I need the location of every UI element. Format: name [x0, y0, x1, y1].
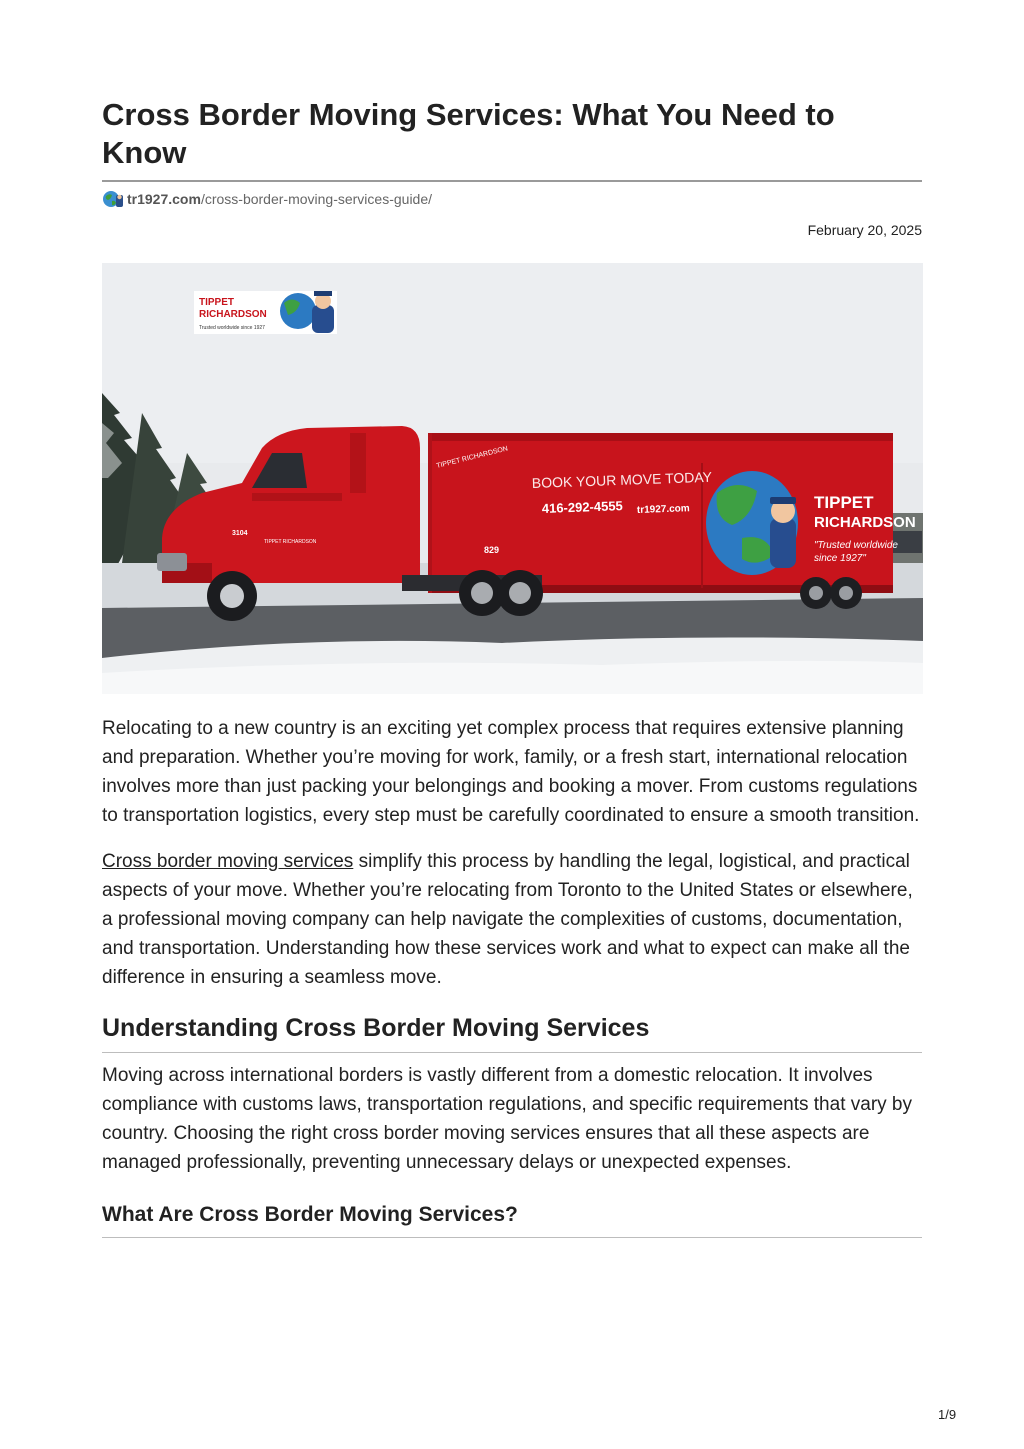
moving-truck-photo — [102, 263, 923, 694]
paragraph-understanding: Moving across international borders is vastly different from a domestic relocation. It involves compliance with customs laws, transportation regulations, and specific requirements that vary by country. Choosing the right cross border moving services ensures that all these aspects are managed professionally, preventing unnecessary delays or unexpected expenses. — [102, 1065, 912, 1173]
trailer-unit: 829 — [484, 545, 500, 555]
trailer-phone-text: 416-292-4555 — [541, 498, 624, 516]
trailer-brand-2: RICHARDSON — [814, 514, 916, 531]
globe-icon — [102, 189, 124, 209]
paragraph-services — [102, 847, 922, 992]
article-title: Cross Border Moving Services: What You Need to Know — [102, 97, 835, 170]
trailer-tag-2: since 1927" — [814, 553, 866, 564]
trailer-book-text: BOOK YOUR MOVE TODAY — [531, 468, 713, 491]
cab-number: 3104 — [232, 530, 248, 537]
article-date: February 20, 2025 — [807, 222, 922, 238]
logo-line-1: TIPPET — [199, 297, 235, 308]
paragraph-intro: Relocating to a new country is an exciting yet complex process that requires extensive planning and preparation. Whether you’re moving for work, family, or a fresh start, international relocation involves more than just packing your belongings and booking a mover. From customs regulations to transportation logistics, every step must be carefully coordinated to ensure a smooth transition. — [102, 718, 920, 826]
source-path[interactable]: /cross-border-moving-services-guide/ — [200, 191, 433, 207]
source-domain[interactable]: tr1927.com — [127, 191, 201, 207]
article-body — [102, 714, 922, 1238]
section-heading: Understanding Cross Border Moving Services — [102, 1012, 922, 1053]
cross-border-services-link[interactable]: Cross border moving services — [102, 851, 354, 872]
page-indicator: 1/9 — [938, 1407, 957, 1422]
company-logo — [194, 291, 337, 334]
source-line — [102, 188, 432, 210]
logo-line-2: RICHARDSON — [199, 309, 267, 320]
trailer-brand-1: TIPPET — [814, 493, 874, 512]
trailer-site-text: tr1927.com — [636, 503, 690, 516]
logo-tagline: Trusted worldwide since 1927 — [199, 325, 265, 331]
subsection-heading: What Are Cross Border Moving Services? — [102, 1201, 922, 1238]
trailer-tag-1: "Trusted worldwide — [814, 540, 898, 551]
hero-image — [102, 263, 923, 694]
cab-brand: TIPPET RICHARDSON — [264, 539, 317, 545]
title-divider — [102, 180, 922, 182]
paragraph-services-text: simplify this process by handling the legal, logistical, and practical aspects of your move. Whether you’re relocating from Toronto to the United States or elsewhere, a professional moving company can help navigate the complexities of customs, documentation, and transportation. Understanding how these services work and what to expect can make all the difference in ensuring a seamless move. — [102, 851, 913, 988]
trailer-small-brand: TIPPET RICHARDSON — [435, 445, 509, 470]
